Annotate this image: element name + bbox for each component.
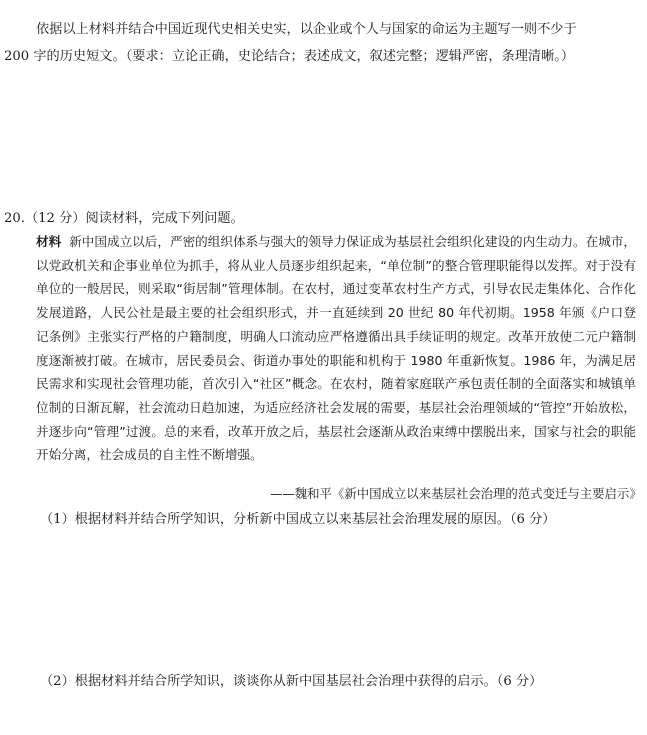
material-text: 新中国成立以后，严密的组织体系与强大的领导力保证成为基层社会组织化建设的内生动力。在城市，以党政机关和企事业单位为抓手，将从业人员逐步组织起来，“单位制”的整合管理职能得以发挥。对于没有单位的一般居民，则采取“街居制”管理体制。在农村，通过变革农村生产方式，引导农民走集体化、合作化发展道路，人民公社是最主要的社会组织形式，并一直延续到 20 世纪 80 年代初期。1958 年颁《户口登记条例》主张实行严格的户籍制度，明确人口流动应严格遵循出具手续证明的规定。改革开放使二元户籍制度逐渐被打破。在城市，居民委员会、街道办事处的职能和机构于 1980 年重新恢复。1986 年，为满足居民需求和实现社会管理功能，首次引入“社区”概念。在农村，随着家庭联产承包责任制的全面落实和城镇单位制的日渐瓦解，社会流动日趋加速，为适应经济社会发展的需要，基层社会治理领域的“管控”开始放松，并逐步向“管理”过渡。总的来看，改革开放之后，基层社会逐渐从政治束缚中摆脱出来，国家与社会的职能开始分离，社会成员的自主性不断增强。 <box>36 234 637 463</box>
sub-question-1: （1）根据材料并结合所学知识，分析新中国成立以来基层社会治理发展的原因。（6 分） <box>40 512 556 527</box>
material-paragraph <box>36 230 636 467</box>
intro-line-1: 依据以上材料并结合中国近现代史相关史实，以企业或个人与国家的命运为主题写一则不少于 <box>36 22 577 37</box>
question-20-header: 20.（12 分）阅读材料，完成下列问题。 <box>4 211 244 226</box>
material-label: 材料 <box>36 234 62 249</box>
material-source: ——魏和平《新中国成立以来基层社会治理的范式变迁与主要启示》 <box>270 486 642 501</box>
intro-line-2: 200 字的历史短文。（要求：立论正确，史论结合；表述成文，叙述完整；逻辑严密，条理清晰。） <box>4 49 575 64</box>
sub-question-2: （2）根据材料并结合所学知识，谈谈你从新中国基层社会治理中获得的启示。（6 分） <box>40 674 543 689</box>
